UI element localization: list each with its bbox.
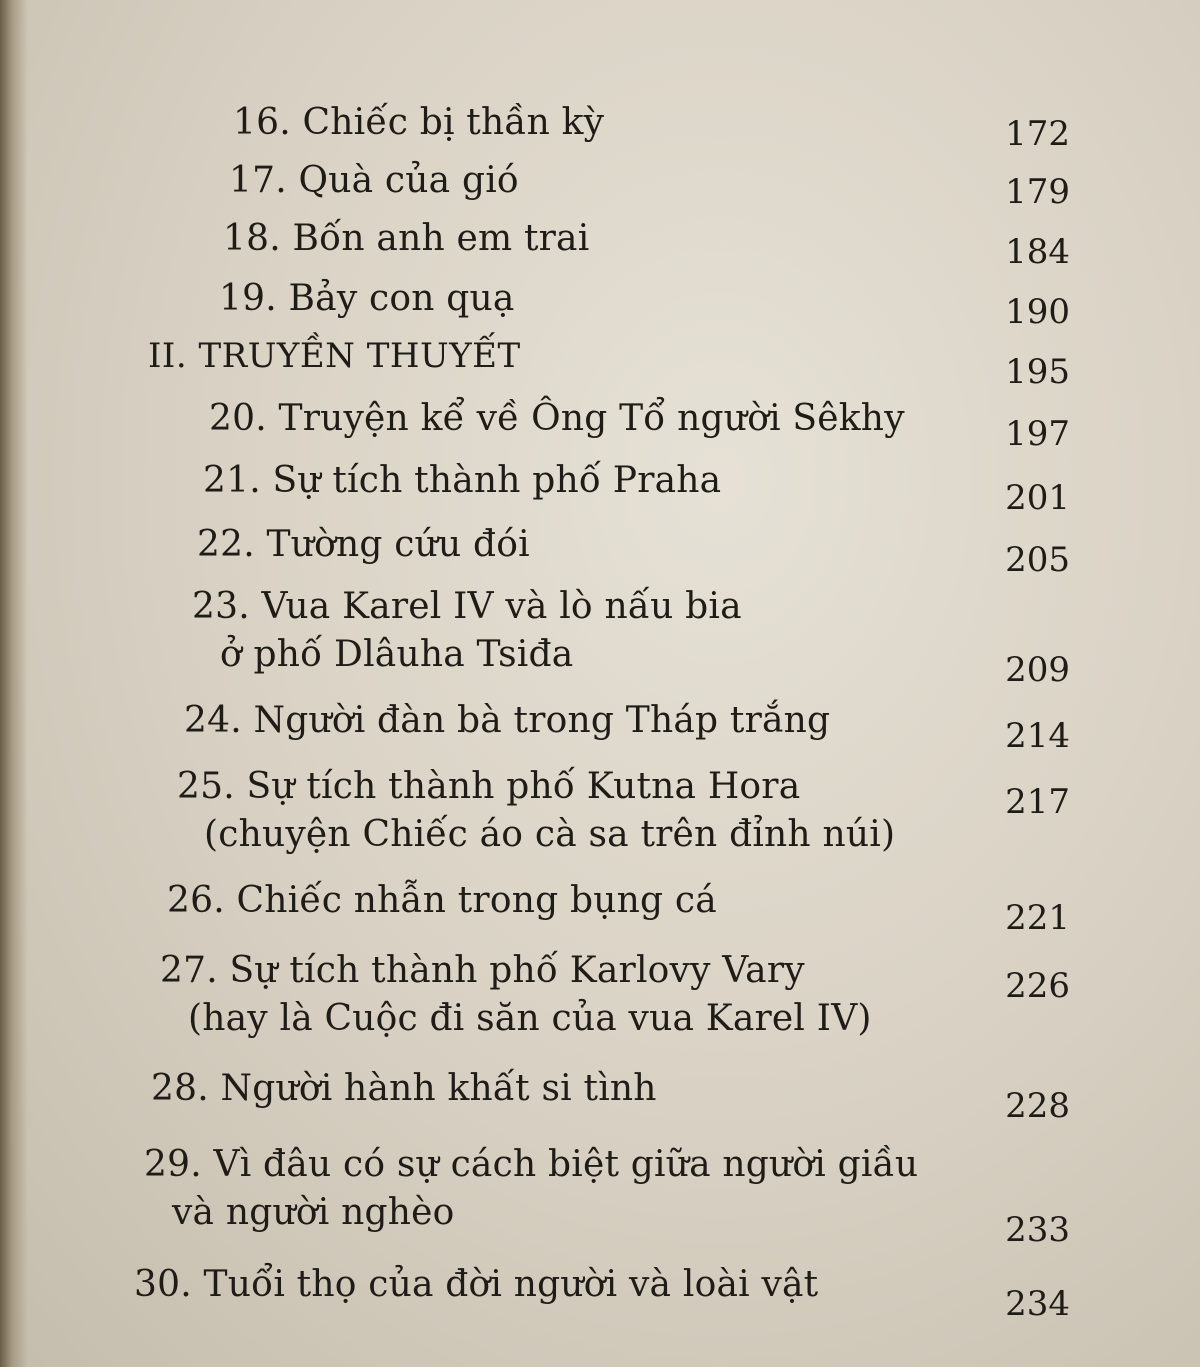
toc-entry-29-page: 233 <box>1005 1210 1070 1250</box>
toc-entry-22-title: 22. Tường cứu đói <box>197 524 530 565</box>
toc-entry-30-page: 234 <box>1005 1284 1070 1324</box>
toc-entry-26-title: 26. Chiếc nhẫn trong bụng cá <box>167 880 717 921</box>
toc-entry-25-page: 217 <box>1005 782 1070 822</box>
toc-entry-30-title: 30. Tuổi thọ của đời người và loài vật <box>134 1264 819 1305</box>
toc-entry-25-title-line1: 25. Sự tích thành phố Kutna Hora <box>177 766 801 807</box>
toc-entry-18-page: 184 <box>1005 232 1070 272</box>
toc-entry-23-page: 209 <box>1005 650 1070 690</box>
toc-entry-17-page: 179 <box>1005 172 1070 212</box>
toc-entry-27-page: 226 <box>1005 966 1070 1006</box>
toc-entry-27-title-line1: 27. Sự tích thành phố Karlovy Vary <box>160 950 805 991</box>
toc-entry-24-title: 24. Người đàn bà trong Tháp trắng <box>184 700 831 741</box>
toc-entry-25-title-line2: (chuyện Chiếc áo cà sa trên đỉnh núi) <box>204 814 896 855</box>
toc-entry-16-title: 16. Chiếc bị thần kỳ <box>233 102 605 143</box>
toc-section-ii-title: II. TRUYỀN THUYẾT <box>148 336 521 376</box>
toc-entry-18-title: 18. Bốn anh em trai <box>223 218 590 259</box>
toc-entry-24-page: 214 <box>1005 716 1070 756</box>
toc-entry-27-title-line2: (hay là Cuộc đi săn của vua Karel IV) <box>188 998 872 1039</box>
toc-entry-21-title: 21. Sự tích thành phố Praha <box>203 460 722 501</box>
page-edge-shadow <box>0 0 28 1367</box>
toc-entry-23-title-line2: ở phố Dlâuha Tsiđa <box>220 634 574 675</box>
toc-entry-28-page: 228 <box>1005 1086 1070 1126</box>
toc-entry-16-page: 172 <box>1005 114 1070 154</box>
toc-entry-23-title-line1: 23. Vua Karel IV và lò nấu bia <box>192 586 742 627</box>
toc-entry-17-title: 17. Quà của gió <box>229 160 519 201</box>
toc-entry-29-title-line1: 29. Vì đâu có sự cách biệt giữa người giầu <box>144 1144 919 1185</box>
toc-entry-26-page: 221 <box>1005 898 1070 938</box>
toc-entry-29-title-line2: và người nghèo <box>172 1192 455 1233</box>
toc-entry-21-page: 201 <box>1005 478 1070 518</box>
toc-entry-20-title: 20. Truyện kể về Ông Tổ người Sêkhy <box>209 398 905 439</box>
toc-entry-20-page: 197 <box>1005 414 1070 454</box>
toc-entry-22-page: 205 <box>1005 540 1070 580</box>
toc-entry-19-page: 190 <box>1005 292 1070 332</box>
toc-entry-28-title: 28. Người hành khất si tình <box>151 1068 657 1109</box>
toc-entry-19-title: 19. Bảy con quạ <box>219 278 515 319</box>
toc-section-ii-page: 195 <box>1005 352 1070 392</box>
